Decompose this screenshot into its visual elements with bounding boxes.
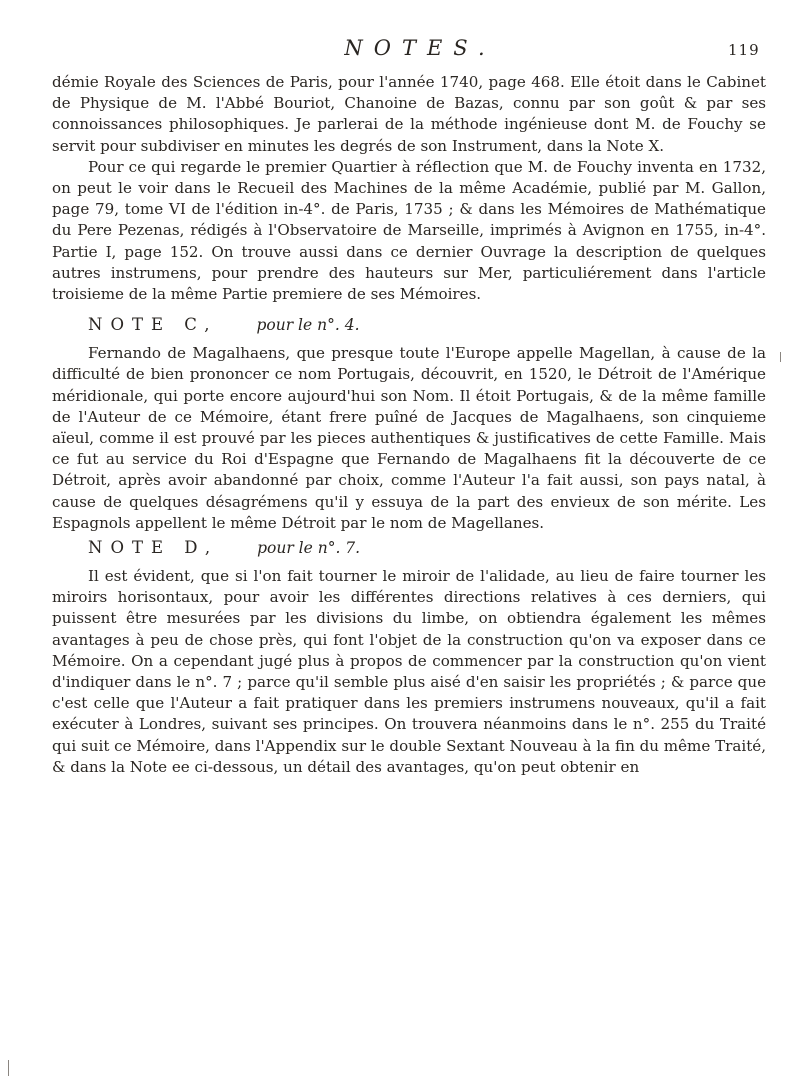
margin-mark: [8, 1060, 9, 1076]
note-c-heading: [52, 314, 766, 336]
note-c-reference: pour le n°. 4.: [256, 316, 360, 335]
note-d-heading: [52, 537, 766, 559]
page-header-title: NOTES.: [344, 36, 496, 60]
paragraph-continuation: démie Royale des Sciences de Paris, pour l'année 1740, page 468. Elle étoit dans le Cabinet de Physique de M. l'Abbé Bouriot, Chanoine de Bazas, connu par son goût & par ses connoissances philosophiques. Je parlerai de la méthode ingénieuse dont M. de Fouchy se servit pour subdiviser en minutes les degrés de son Instrument, dans la Note X.: [52, 73, 766, 155]
page-number: 119: [728, 41, 760, 59]
note-c-label: NOTE C,: [88, 315, 218, 335]
paragraph-quartier: Pour ce qui regarde le premier Quartier à réflection que M. de Fouchy inventa en 1732, on peut le voir dans le Recueil des Machines de la même Académie, publié par M. Gallon, page 79, tome VI de l'édition in-4°. de Paris, 1735 ; & dans les Mémoires de Mathématique du Pere Pezenas, rédigés à l'Observatoire de Marseille, imprimés à Avignon en 1755, in-4°. Partie I, page 152. On trouve aussi dans ce dernier Ouvrage la description de quelques autres instrumens, pour prendre des hauteurs sur Mer, particuliérement dans l'article troisieme de la même Partie premiere de ses Mémoires.: [52, 157, 766, 304]
section-gap: [52, 305, 766, 311]
note-d-label: NOTE D,: [88, 538, 219, 558]
body-text: [52, 72, 766, 778]
note-d-reference: pour le n°. 7.: [257, 539, 361, 558]
paragraph-magalhaens: Fernando de Magalhaens, que presque toute l'Europe appelle Magellan, à cause de la difficulté de bien prononcer ce nom Portugais, découvrit, en 1520, le Détroit de l'Amérique méridionale, qui porte encore aujourd'hui son Nom. Il étoit Portugais, & de la même famille de l'Auteur de ce Mémoire, étant frere puîné de Jacques de Magalhaens, son cinquieme aïeul, comme il est prouvé par les pieces authentiques & justificatives de cette Famille. Mais ce fut au service du Roi d'Espagne que Fernando de Magalhaens fit la découverte de ce Détroit, après avoir abandonné par choix, comme l'Auteur l'a fait aussi, son pays natal, à cause de quelques désagrémens qu'il y essuya de la part des envieux de son mérite. Les Espagnols appellent le même Détroit par le nom de Magellanes.: [52, 344, 766, 532]
paragraph-miroir: Il est évident, que si l'on fait tourner le miroir de l'alidade, au lieu de faire tourner les miroirs horisontaux, pour avoir les différentes directions relatives à ces derniers, qui puissent être mesurées par les divisions du limbe, on obtiendra également les mêmes avantages à peu de chose près, qui font l'objet de la construction qu'on va exposer dans ce Mémoire. On a cependant jugé plus à propos de commencer par la construction qu'on vient d'indiquer dans le n°. 7 ; parce qu'il semble plus aisé d'en saisir les propriétés ; & parce que c'est celle que l'Auteur a fait pratiquer dans les premiers instrumens nouveaux, qu'il a fait exécuter à Londres, suivant ses principes. On trouvera néanmoins dans le n°. 255 du Traité qui suit ce Mémoire, dans l'Appendix sur le double Sextant Nouveau à la fin du même Traité, & dans la Note ee ci-dessous, un détail des avantages, qu'on peut obtenir en: [52, 567, 766, 776]
running-head: [0, 34, 800, 66]
margin-mark: [780, 352, 781, 362]
